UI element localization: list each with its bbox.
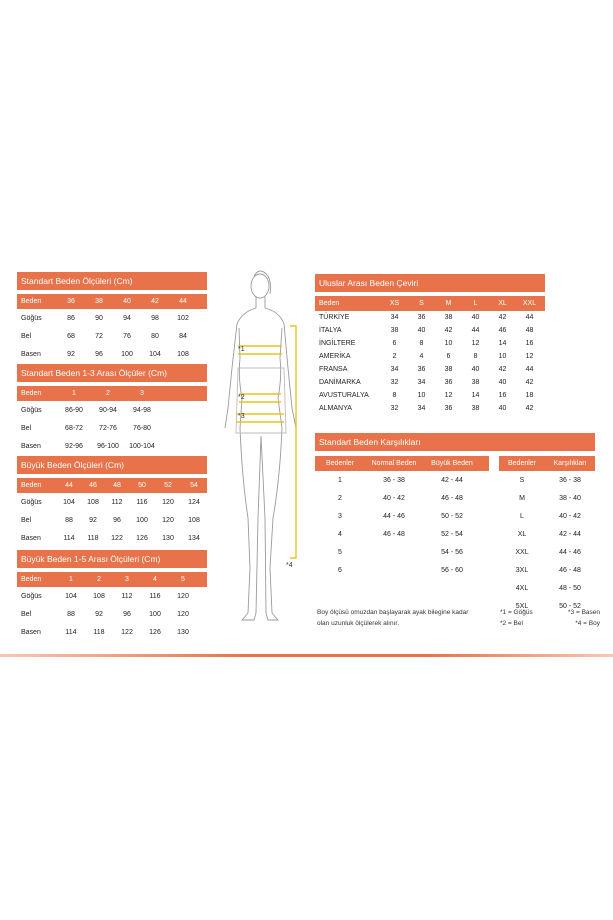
row-label: İNGİLTERE [319, 340, 356, 347]
bottom-divider [0, 654, 613, 657]
table-row [17, 345, 207, 363]
table-cell: 104 [65, 592, 77, 600]
table-cell: L [520, 512, 524, 520]
table-row [315, 376, 545, 389]
table-cell: 46 - 48 [441, 494, 463, 502]
table-row [17, 529, 207, 547]
table-header [17, 478, 207, 493]
table-body [315, 311, 545, 415]
header-cell: 2 [106, 390, 110, 397]
section-title: Standart Beden 1-3 Arası Ölçüler (Cm) [17, 364, 207, 382]
table-cell: 126 [149, 628, 161, 636]
table-cell: 48 [525, 327, 534, 334]
header-cell: Bedenler [325, 460, 355, 467]
table-row [17, 511, 207, 529]
header-cell: 54 [190, 482, 198, 489]
table-cell: 100 [121, 350, 133, 358]
table-cell: 38 [444, 366, 453, 373]
table-cell: 40 - 42 [559, 512, 581, 520]
header-cell: 44 [179, 298, 187, 305]
table-cell: 72-76 [99, 424, 117, 432]
table-cell: 2 [392, 353, 397, 360]
header-cell: Beden [21, 576, 42, 583]
table-cell: 48 - 50 [559, 584, 581, 592]
table-cell: 68 [67, 332, 75, 340]
row-label: Göğüs [21, 592, 42, 600]
row-label: AVUSTURALYA [319, 392, 369, 399]
header-cell: Beden [21, 390, 42, 397]
table-row [17, 493, 207, 511]
table-cell: 38 [471, 379, 480, 386]
header-cell: Beden [319, 300, 340, 307]
table-row [315, 543, 489, 561]
table-cell: 44 - 46 [559, 548, 581, 556]
table-cell: 6 [446, 353, 451, 360]
table-row [17, 327, 207, 345]
table-cell: 52 - 54 [441, 530, 463, 538]
table-cell: 44 - 46 [383, 512, 405, 520]
legend [500, 607, 600, 629]
table-cell: 108 [93, 592, 105, 600]
table-cell: 10 [417, 392, 426, 399]
table-row [499, 471, 595, 489]
table-cell: 50 - 52 [441, 512, 463, 520]
table-row [315, 350, 545, 363]
header-cell: M [445, 300, 452, 307]
header-cell: 42 [151, 298, 159, 305]
note-line: Boy ölçüsü omuzdan başlayarak ayak bilegine kadar [317, 609, 469, 616]
table-header [17, 294, 207, 309]
section-title: Büyük Beden Ölçüleri (Cm) [17, 456, 207, 474]
table-cell: 100 [136, 516, 148, 524]
header-cell: XL [498, 300, 507, 307]
table-row [17, 587, 207, 605]
table-cell: 130 [162, 534, 174, 542]
table-cell: 122 [111, 534, 123, 542]
header-cell: 2 [97, 576, 101, 583]
header-cell: 5 [181, 576, 185, 583]
table-cell: 36 [444, 379, 453, 386]
legend-item: *4 = Boy [575, 620, 600, 627]
table-cell: 1 [338, 476, 342, 484]
table-row [17, 309, 207, 327]
table-cell: 120 [162, 516, 174, 524]
table-cell: 116 [149, 592, 161, 600]
header-cell: XS [389, 300, 400, 307]
table-cell: 12 [444, 392, 453, 399]
table-cell: 4 [419, 353, 424, 360]
table-cell: 32 [390, 405, 399, 412]
table-cell: 3 [338, 512, 342, 520]
table-cell: 4 [338, 530, 342, 538]
table-cell: 116 [136, 498, 148, 506]
legend-item: *3 = Basen [568, 609, 600, 616]
row-label: ALMANYA [319, 405, 352, 412]
table-cell: 104 [149, 350, 161, 358]
table-cell: 8 [392, 392, 397, 399]
row-label: DANİMARKA [319, 379, 361, 386]
table-cell: 6 [338, 566, 342, 574]
section-title: Standart Beden Ölçüleri (Cm) [17, 272, 207, 290]
table-cell: M [519, 494, 525, 502]
table-cell: 86 [67, 314, 75, 322]
table-cell: 88 [65, 516, 73, 524]
table-cell: 88 [67, 610, 75, 618]
table-cell: 44 [525, 314, 534, 321]
table-cell: 42 [525, 405, 534, 412]
table-row [17, 437, 207, 455]
table-cell: 6 [392, 340, 397, 347]
header-cell: 4 [153, 576, 157, 583]
table-cell: 130 [177, 628, 189, 636]
table-cell: 40 [498, 379, 507, 386]
table-cell: 5 [338, 548, 342, 556]
table-cell: 38 [444, 314, 453, 321]
table-cell: 14 [471, 392, 480, 399]
table-cell: 92 [89, 516, 97, 524]
table-row [17, 605, 207, 623]
table-row [315, 389, 545, 402]
table-cell: 96-100 [97, 442, 119, 450]
table-cell: 50 - 52 [559, 602, 581, 610]
row-label: Basen [21, 534, 41, 542]
table-cell: 94-98 [133, 406, 151, 414]
table-cell: 34 [390, 366, 399, 373]
table-cell: 18 [525, 392, 534, 399]
header-cell: 48 [113, 482, 121, 489]
karsilik-right-table [499, 456, 595, 615]
table-row [499, 489, 595, 507]
table-cell: 2 [338, 494, 342, 502]
table-cell: 46 [498, 327, 507, 334]
header-cell: L [473, 300, 478, 307]
table-cell: 5XL [515, 602, 529, 610]
table-row [315, 561, 489, 579]
table-row [499, 561, 595, 579]
row-label: Bel [21, 332, 32, 340]
row-label: Göğüs [21, 314, 42, 322]
body-measurement-figure [210, 268, 315, 628]
table-cell: 42 [498, 366, 507, 373]
header-cell: Beden [21, 482, 42, 489]
body-outline [210, 268, 315, 628]
table-cell: 94 [123, 314, 131, 322]
table-cell: 8 [473, 353, 478, 360]
table-cell: 44 [525, 366, 534, 373]
marker-1: *1 [238, 346, 245, 353]
table-cell: 54 - 56 [441, 548, 463, 556]
table-cell: 102 [177, 314, 189, 322]
row-label: Basen [21, 442, 41, 450]
table-cell: 42 [498, 314, 507, 321]
table-cell: 68-72 [65, 424, 83, 432]
table-header [17, 386, 207, 401]
table-cell: 120 [162, 498, 174, 506]
table-header [499, 456, 595, 471]
table-cell: 76 [123, 332, 131, 340]
buyuk-size-table [17, 456, 207, 547]
table-cell: 42 [444, 327, 453, 334]
standart-1-3-size-table [17, 364, 207, 455]
row-label: Bel [21, 610, 32, 618]
table-cell: 42 - 44 [441, 476, 463, 484]
row-label: Göğüs [21, 498, 42, 506]
table-cell: 96 [95, 350, 103, 358]
table-cell: 38 [390, 327, 399, 334]
marker-3: *3 [238, 413, 245, 420]
header-cell: 40 [123, 298, 131, 305]
table-cell: 34 [417, 405, 426, 412]
table-cell: 36 [417, 314, 426, 321]
marker-4: *4 [286, 562, 293, 569]
legend-item: *2 = Bel [500, 620, 523, 627]
table-cell: 10 [444, 340, 453, 347]
table-header [17, 572, 207, 587]
table-row [315, 471, 489, 489]
table-cell: 96 [113, 516, 121, 524]
header-cell: 50 [138, 482, 146, 489]
legend-item: *1 = Göğüs [500, 609, 533, 616]
table-cell: 34 [390, 314, 399, 321]
table-cell: 112 [111, 498, 123, 506]
table-cell: 40 [471, 366, 480, 373]
table-row [315, 489, 489, 507]
header-cell: 36 [67, 298, 75, 305]
note-line: olan uzunluk ölçülerek alınır. [317, 620, 400, 627]
table-cell: 80 [151, 332, 159, 340]
table-cell: 100 [149, 610, 161, 618]
header-cell: 44 [65, 482, 73, 489]
table-cell: 56 - 60 [441, 566, 463, 574]
table-row [17, 419, 207, 437]
table-row [315, 337, 545, 350]
buyuk-1-5-size-table [17, 550, 207, 641]
table-cell: S [519, 476, 525, 484]
section-title: Uluslar Arası Beden Çeviri [315, 274, 545, 292]
table-row [315, 507, 489, 525]
table-cell: 34 [417, 379, 426, 386]
table-cell: 86-90 [65, 406, 83, 414]
header-cell: S [419, 300, 424, 307]
table-row [315, 525, 489, 543]
table-cell: 12 [471, 340, 480, 347]
row-label: Bel [21, 424, 32, 432]
table-cell: 42 - 44 [559, 530, 581, 538]
table-row [499, 507, 595, 525]
header-cell: Normal Beden [371, 460, 417, 467]
table-cell: 104 [63, 498, 75, 506]
table-cell: 72 [95, 332, 103, 340]
table-cell: 118 [87, 534, 99, 542]
header-cell: 52 [164, 482, 172, 489]
table-row [499, 579, 595, 597]
table-cell: 36 [444, 405, 453, 412]
table-cell: 126 [136, 534, 148, 542]
table-cell: 14 [498, 340, 507, 347]
row-label: Göğüs [21, 406, 42, 414]
section-title: Büyük Beden 1-5 Arası Ölçüleri (Cm) [17, 550, 207, 568]
table-cell: 36 - 38 [383, 476, 405, 484]
table-cell: 16 [498, 392, 507, 399]
table-cell: 112 [121, 592, 133, 600]
table-cell: 108 [188, 516, 200, 524]
header-cell: 3 [140, 390, 144, 397]
table-cell: 134 [188, 534, 200, 542]
table-row [315, 402, 545, 415]
table-body [499, 471, 595, 615]
table-cell: 90 [95, 314, 103, 322]
size-equivalents-table [315, 433, 595, 615]
table-row [17, 623, 207, 641]
table-cell: 8 [419, 340, 424, 347]
table-cell: 3XL [515, 566, 529, 574]
header-cell: 3 [125, 576, 129, 583]
table-cell: 10 [498, 353, 507, 360]
marker-2: *2 [238, 394, 245, 401]
table-cell: 40 [417, 327, 426, 334]
header-cell: Beden [21, 298, 42, 305]
table-cell: 46 - 48 [383, 530, 405, 538]
section-title: Standart Beden Karşılıkları [315, 433, 595, 451]
header-cell: Karşılıkları [553, 460, 587, 467]
table-cell: 46 - 48 [559, 566, 581, 574]
table-cell: 120 [177, 610, 189, 618]
table-row [499, 543, 595, 561]
table-cell: 36 - 38 [559, 476, 581, 484]
height-note [317, 607, 495, 629]
table-cell: 32 [390, 379, 399, 386]
table-cell: 44 [471, 327, 480, 334]
table-cell: 108 [87, 498, 99, 506]
table-row [315, 324, 545, 337]
table-cell: 36 [417, 366, 426, 373]
header-cell: 1 [69, 576, 73, 583]
table-cell: 12 [525, 353, 534, 360]
table-cell: 92-96 [65, 442, 83, 450]
table-cell: 114 [65, 628, 77, 636]
table-cell: 92 [67, 350, 75, 358]
table-row [499, 525, 595, 543]
row-label: İTALYA [319, 327, 342, 334]
table-cell: XXL [515, 548, 529, 556]
row-label: Basen [21, 628, 41, 636]
table-body [315, 471, 489, 579]
table-cell: 124 [188, 498, 200, 506]
table-cell: 122 [121, 628, 133, 636]
table-header [315, 296, 545, 311]
table-cell: 38 [471, 405, 480, 412]
table-cell: 40 - 42 [383, 494, 405, 502]
header-cell: 46 [89, 482, 97, 489]
row-label: Bel [21, 516, 32, 524]
table-cell: 100-104 [129, 442, 155, 450]
table-header [315, 456, 489, 471]
header-cell: 1 [72, 390, 76, 397]
table-row [17, 401, 207, 419]
table-cell: XL [517, 530, 527, 538]
table-cell: 108 [177, 350, 189, 358]
table-cell: 120 [177, 592, 189, 600]
table-cell: 98 [151, 314, 159, 322]
table-cell: 84 [179, 332, 187, 340]
karsilik-left-table [315, 456, 489, 615]
row-label: AMERİKA [319, 353, 351, 360]
international-size-table [315, 274, 545, 415]
header-cell: Büyük Beden [431, 460, 473, 467]
table-cell: 38 - 40 [559, 494, 581, 502]
table-row [315, 363, 545, 376]
row-label: Basen [21, 350, 41, 358]
row-label: FRANSA [319, 366, 348, 373]
header-cell: Bedenler [507, 460, 537, 467]
table-cell: 92 [95, 610, 103, 618]
table-cell: 40 [471, 314, 480, 321]
standart-size-table [17, 272, 207, 363]
table-cell: 76-80 [133, 424, 151, 432]
table-cell: 114 [63, 534, 75, 542]
table-cell: 16 [525, 340, 534, 347]
header-cell: XXL [522, 300, 537, 307]
table-cell: 42 [525, 379, 534, 386]
table-cell: 40 [498, 405, 507, 412]
table-cell: 118 [93, 628, 105, 636]
table-row [315, 311, 545, 324]
row-label: TÜRKİYE [319, 314, 350, 321]
table-cell: 4XL [515, 584, 529, 592]
header-cell: 38 [95, 298, 103, 305]
table-cell: 90-94 [99, 406, 117, 414]
table-cell: 96 [123, 610, 131, 618]
